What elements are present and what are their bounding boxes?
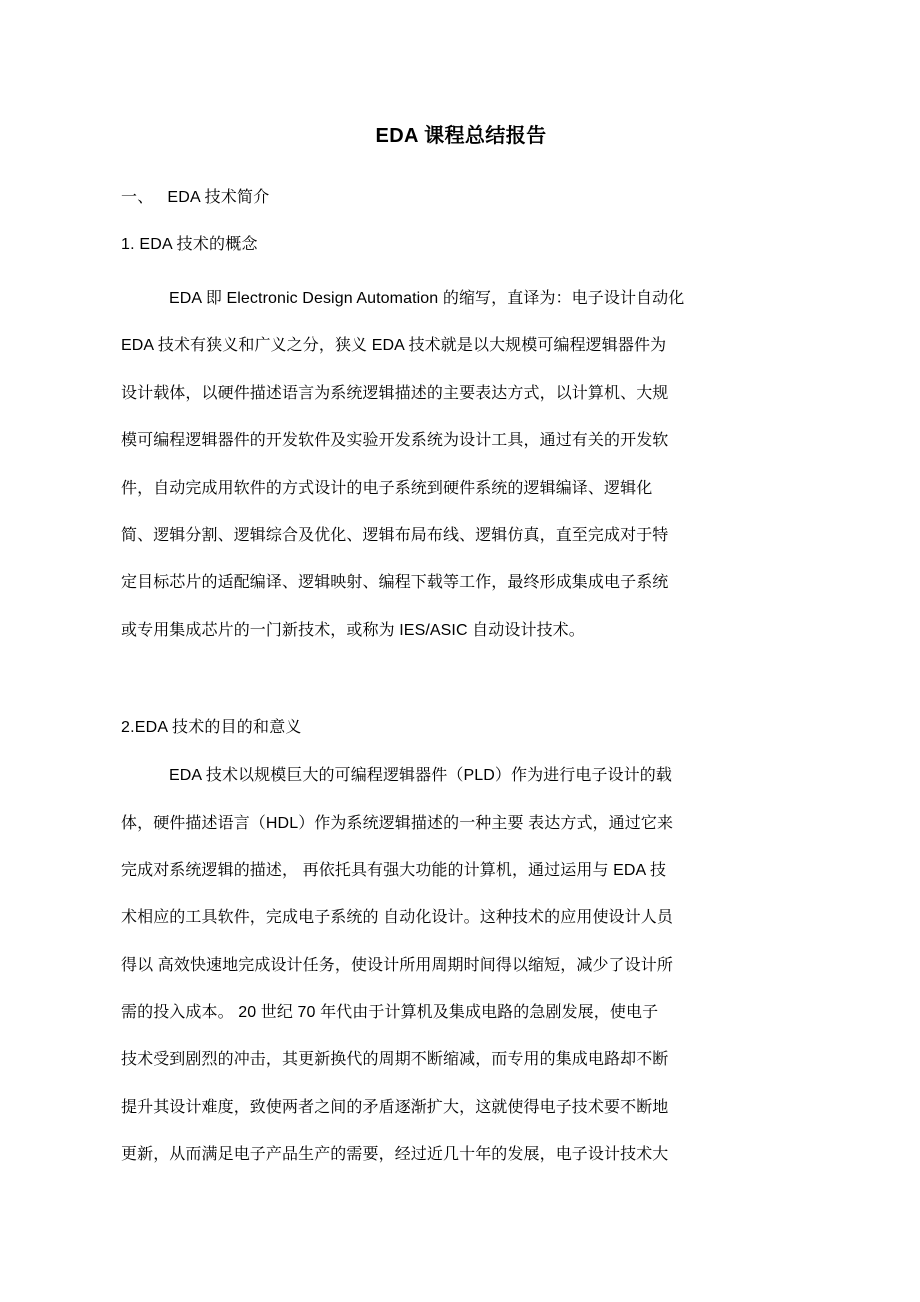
- paragraph-line: 设计载体，以硬件描述语言为系统逻辑描述的主要表达方式，以计算机、大规: [121, 384, 669, 402]
- paragraph-line: 技术受到剧烈的冲击，其更新换代的周期不断缩减，而专用的集成电路却不断: [121, 1051, 669, 1069]
- paragraph-line: 更新，从而满足电子产品生产的需要，经过近几十年的发展，电子设计技术大: [121, 1146, 669, 1164]
- document-content: [121, 0, 801, 1179]
- paragraph-line: 术相应的工具软件，完成电子系统的 自动化设计。这种技术的应用使设计人员: [121, 909, 673, 927]
- paragraph-line: EDA 即 Electronic Design Automation 的缩写，直译为：电子设计自动化: [169, 290, 685, 307]
- paragraph-line: 需的投入成本。 20 世纪 70 年代由于计算机及集成电路的急剧发展，使电子: [121, 1004, 659, 1022]
- paragraph-line: 得以 高效快速地完成设计任务，使设计所用周期时间得以缩短，减少了设计所: [121, 956, 673, 974]
- paragraph-eda-concept: [121, 257, 801, 654]
- section-heading-1: 一、 EDA 技术简介: [121, 189, 270, 206]
- paragraph-line: 完成对系统逻辑的描述， 再依托具有强大功能的计算机，通过运用与 EDA 技: [121, 861, 667, 879]
- paragraph-line: 简、逻辑分割、逻辑综合及优化、逻辑布局布线、逻辑仿真，直至完成对于特: [121, 526, 669, 544]
- paragraph-line: 或专用集成芯片的一门新技术，或称为 IES/ASIC 自动设计技术。: [121, 621, 585, 639]
- paragraph-eda-purpose: [121, 740, 801, 1179]
- section-heading-1-1: 1. EDA 技术的概念: [121, 236, 258, 253]
- paragraph-line: 体，硬件描述语言（HDL）作为系统逻辑描述的一种主要 表达方式，通过它来: [121, 814, 674, 832]
- paragraph-line: EDA 技术以规模巨大的可编程逻辑器件（PLD）作为进行电子设计的载: [169, 767, 672, 785]
- paragraph-line: 提升其设计难度，致使两者之间的矛盾逐渐扩大，这就使得电子技术要不断地: [121, 1098, 669, 1116]
- paragraph-line: 定目标芯片的适配编译、逻辑映射、编程下载等工作，最终形成集成电子系统: [121, 574, 669, 592]
- paragraph-line: 模可编程逻辑器件的开发软件及实验开发系统为设计工具，通过有关的开发软: [121, 432, 669, 450]
- page-title: EDA 课程总结报告: [375, 125, 547, 147]
- section-heading-1-2: 2.EDA 技术的目的和意义: [121, 719, 302, 737]
- paragraph-line: EDA 技术有狭义和广义之分，狭义 EDA 技术就是以大规模可编程逻辑器件为: [121, 337, 667, 355]
- paragraph-line: 件，自动完成用软件的方式设计的电子系统到硬件系统的逻辑编译、逻辑化: [121, 479, 653, 497]
